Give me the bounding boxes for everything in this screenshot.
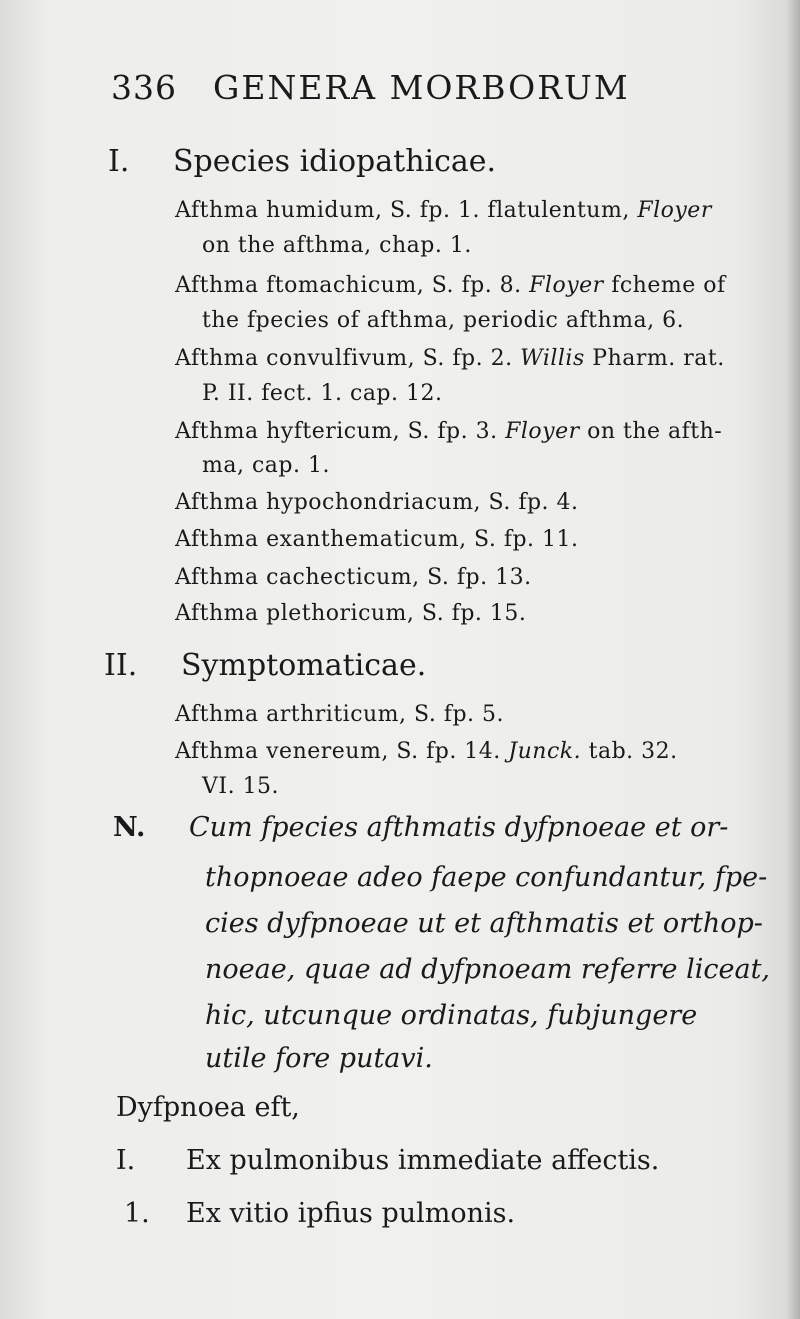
note-line: Cum fpecies afthmatis dyfpnoeae et or-	[189, 812, 729, 843]
section-number-i: I.	[108, 144, 130, 179]
entry-line: Afthma arthriticum, S. fp. 5.	[175, 702, 505, 727]
entry-continuation: the fpecies of afthma, periodic afthma, 6.	[202, 308, 685, 333]
note-line: thopnoeae adeo faepe confundantur, fpe-	[205, 862, 768, 893]
section-title-idiopathicae: Species idiopathicae.	[173, 144, 497, 179]
entry-line: Afthma exanthematicum, S. fp. 11.	[175, 527, 579, 552]
note-line: noeae, quae ad dyfpnoeam referre liceat,	[205, 954, 771, 985]
entry-text: Afthma humidum, S. fp. 1. flatulentum,	[175, 198, 630, 223]
section-title-symptomaticae: Symptomaticae.	[181, 648, 427, 683]
author-name: Floyer	[505, 419, 580, 444]
entry-text: Pharm. rat.	[592, 346, 725, 371]
author-name: Junck.	[508, 739, 582, 764]
note-line: utile fore putavi.	[205, 1043, 433, 1074]
dyspnoea-i-text: Ex pulmonibus immediate affectis.	[186, 1145, 660, 1176]
entry-line	[175, 739, 678, 764]
entry-line	[175, 198, 712, 223]
entry-line	[175, 346, 725, 371]
entry-text: Afthma hyftericum, S. fp. 3.	[175, 419, 498, 444]
entry-line	[175, 419, 722, 444]
entry-text: Afthma venereum, S. fp. 14.	[175, 739, 501, 764]
entry-text: Afthma ftomachicum, S. fp. 8.	[175, 273, 522, 298]
entry-continuation: P. II. fect. 1. cap. 12.	[202, 381, 443, 406]
dyspnoea-heading: Dyfpnoea eft,	[116, 1092, 300, 1123]
entry-text: on the afth-	[587, 419, 723, 444]
entry-text: tab. 32.	[588, 739, 678, 764]
page-edge-shadow	[786, 0, 800, 1319]
section-number-ii: II.	[104, 648, 138, 683]
author-name: Floyer	[637, 198, 712, 223]
entry-continuation: VI. 15.	[202, 774, 280, 799]
entry-text: Afthma convulfivum, S. fp. 2.	[175, 346, 513, 371]
entry-text: fcheme of	[611, 273, 726, 298]
entry-line	[175, 273, 726, 298]
note-line: cies dyfpnoeae ut et afthmatis et orthop-	[205, 908, 763, 939]
note-line: hic, utcunque ordinatas, fubjungere	[205, 1000, 698, 1031]
running-head-title: GENERA MORBORUM	[213, 68, 630, 107]
entry-line: Afthma hypochondriacum, S. fp. 4.	[175, 490, 579, 515]
dyspnoea-1-text: Ex vitio ipfius pulmonis.	[186, 1198, 516, 1229]
dyspnoea-i-number: I.	[116, 1145, 136, 1176]
entry-line: Afthma plethoricum, S. fp. 15.	[175, 601, 527, 626]
author-name: Floyer	[529, 273, 604, 298]
entry-continuation: on the afthma, chap. 1.	[202, 233, 472, 258]
entry-line: Afthma cachecticum, S. fp. 13.	[175, 565, 532, 590]
page-number: 336	[111, 68, 177, 107]
note-mark: N.	[113, 812, 146, 843]
author-name: Willis	[520, 346, 585, 371]
dyspnoea-1-number: 1.	[124, 1198, 150, 1229]
entry-continuation: ma, cap. 1.	[202, 453, 330, 478]
